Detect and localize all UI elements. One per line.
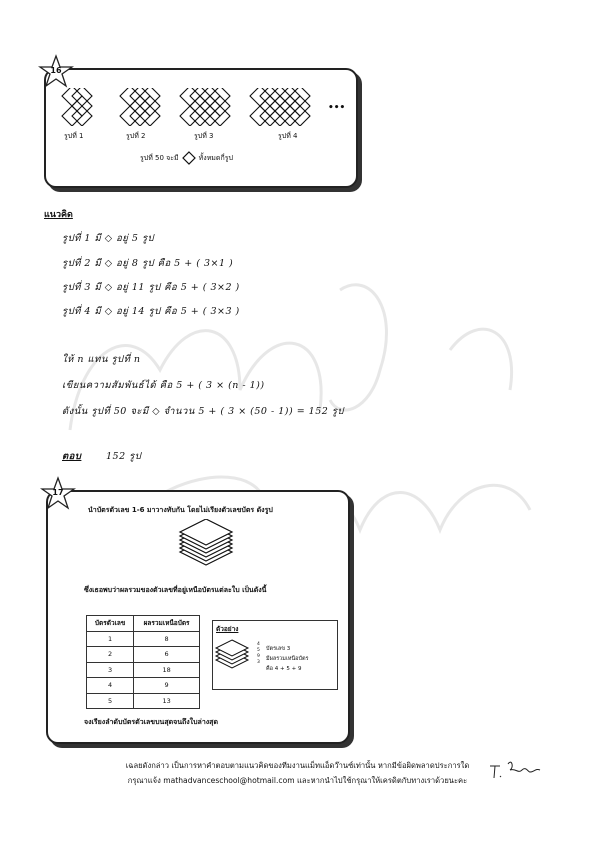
example-text-1: บัตรเลข 3: [266, 646, 291, 652]
table-cell: 18: [134, 662, 200, 678]
problem-17-relation: ซึ่งเธอพบว่าผลรวมของตัวเลขที่อยู่เหนือบัตรแต่ละใบ เป็นดังนี้: [84, 586, 267, 594]
diamond-figure-1: [62, 88, 92, 126]
table-row: [87, 647, 200, 663]
solution-heading: แนวคิด: [44, 210, 73, 220]
table-cell: 9: [134, 678, 200, 694]
problem-16-question: [140, 151, 233, 165]
diamond-icon: [182, 151, 196, 165]
table-cell: 13: [134, 693, 200, 709]
table-cell: 1: [87, 631, 134, 647]
example-text-3: คือ 4 + 5 + 9: [266, 666, 302, 672]
problem-number: 16: [50, 66, 62, 75]
example-text-2: มีผลรวมเหนือบัตร: [266, 656, 309, 662]
example-mark-3: 3: [257, 660, 260, 665]
table-cell: 8: [134, 631, 200, 647]
example-mark-5: 5: [257, 648, 260, 653]
table-cell: 3: [87, 662, 134, 678]
example-mark-9: 9: [257, 654, 260, 659]
table-row: [87, 662, 200, 678]
problem-number: 17: [52, 488, 64, 497]
solution-line-4: รูปที่ 4 มี ◇ อยู่ 14 รูป คือ 5 + ( 3×3 ): [62, 306, 240, 317]
figure-label-2: รูปที่ 2: [126, 132, 146, 140]
diamond-figure-4: [250, 88, 310, 126]
table-cell: 5: [87, 693, 134, 709]
figure-label-4: รูปที่ 4: [278, 132, 298, 140]
table-cell: 2: [87, 647, 134, 663]
question-text-before: รูปที่ 50 จะมี: [140, 153, 179, 162]
answer-value: 152 รูป: [106, 451, 142, 462]
column-header: ผลรวมเหนือบัตร: [134, 616, 200, 632]
signature: [486, 756, 546, 782]
answer-label: ตอบ: [62, 451, 82, 462]
table-row: [87, 693, 200, 709]
table-row: [87, 631, 200, 647]
footer-line-2: กรุณาแจ้ง mathadvanceschool@hotmail.com และหากนำไปใช้กรุณาให้เครดิตกับทางเราด้วยนะคะ: [127, 776, 468, 785]
example-mark-4: 4: [257, 642, 260, 647]
diamond-figure-2: [120, 88, 160, 126]
solution-line-3: รูปที่ 3 มี ◇ อยู่ 11 รูป คือ 5 + ( 3×2 ): [62, 282, 240, 293]
question-text-after: ทั้งหมดกี่รูป: [198, 153, 233, 162]
example-title: ตัวอย่าง: [216, 625, 239, 633]
footer-line-1: เฉลยดังกล่าว เป็นการหาคำตอบตามแนวคิดของทีมงานแม็ทแอ็ดว๊านซ์เท่านั้น หากมีข้อผิดพลาดประการใด: [125, 761, 470, 770]
problem-17-intro: นำบัตรตัวเลข 1-6 มาวางทับกัน โดยไม่เรียงตัวเลขบัตร ดังรูป: [88, 506, 273, 514]
table-cell: 4: [87, 678, 134, 694]
table-cell: 6: [134, 647, 200, 663]
diamond-pattern-figures: [58, 88, 348, 126]
problem-16-box: [44, 68, 358, 188]
problem-17-final-question: จงเรียงลำดับบัตรตัวเลขบนสุดจนถึงใบล่างสุด: [84, 718, 219, 726]
stacked-cards-figure: [176, 519, 236, 575]
solution-line-1: รูปที่ 1 มี ◇ อยู่ 5 รูป: [62, 233, 155, 244]
solution-line-7: ดังนั้น รูปที่ 50 จะมี ◇ จำนวน 5 + ( 3 × (50 - 1)) = 152 รูป: [62, 406, 344, 417]
solution-line-2: รูปที่ 2 มี ◇ อยู่ 8 รูป คือ 5 + ( 3×1 ): [62, 258, 234, 269]
table-row: [87, 678, 200, 694]
figure-label-3: รูปที่ 3: [194, 132, 214, 140]
example-cards-figure: [214, 638, 254, 674]
table-header-row: [87, 616, 200, 632]
solution-line-5: ให้ n แทน รูปที่ n: [62, 354, 141, 365]
ellipsis: •••: [328, 103, 346, 113]
solution-line-6: เขียนความสัมพันธ์ได้ คือ 5 + ( 3 × (n - 1)): [62, 380, 265, 391]
figure-label-1: รูปที่ 1: [64, 132, 84, 140]
card-sum-table: [86, 615, 200, 709]
column-header: บัตรตัวเลข: [87, 616, 134, 632]
diamond-figure-3: [180, 88, 230, 126]
